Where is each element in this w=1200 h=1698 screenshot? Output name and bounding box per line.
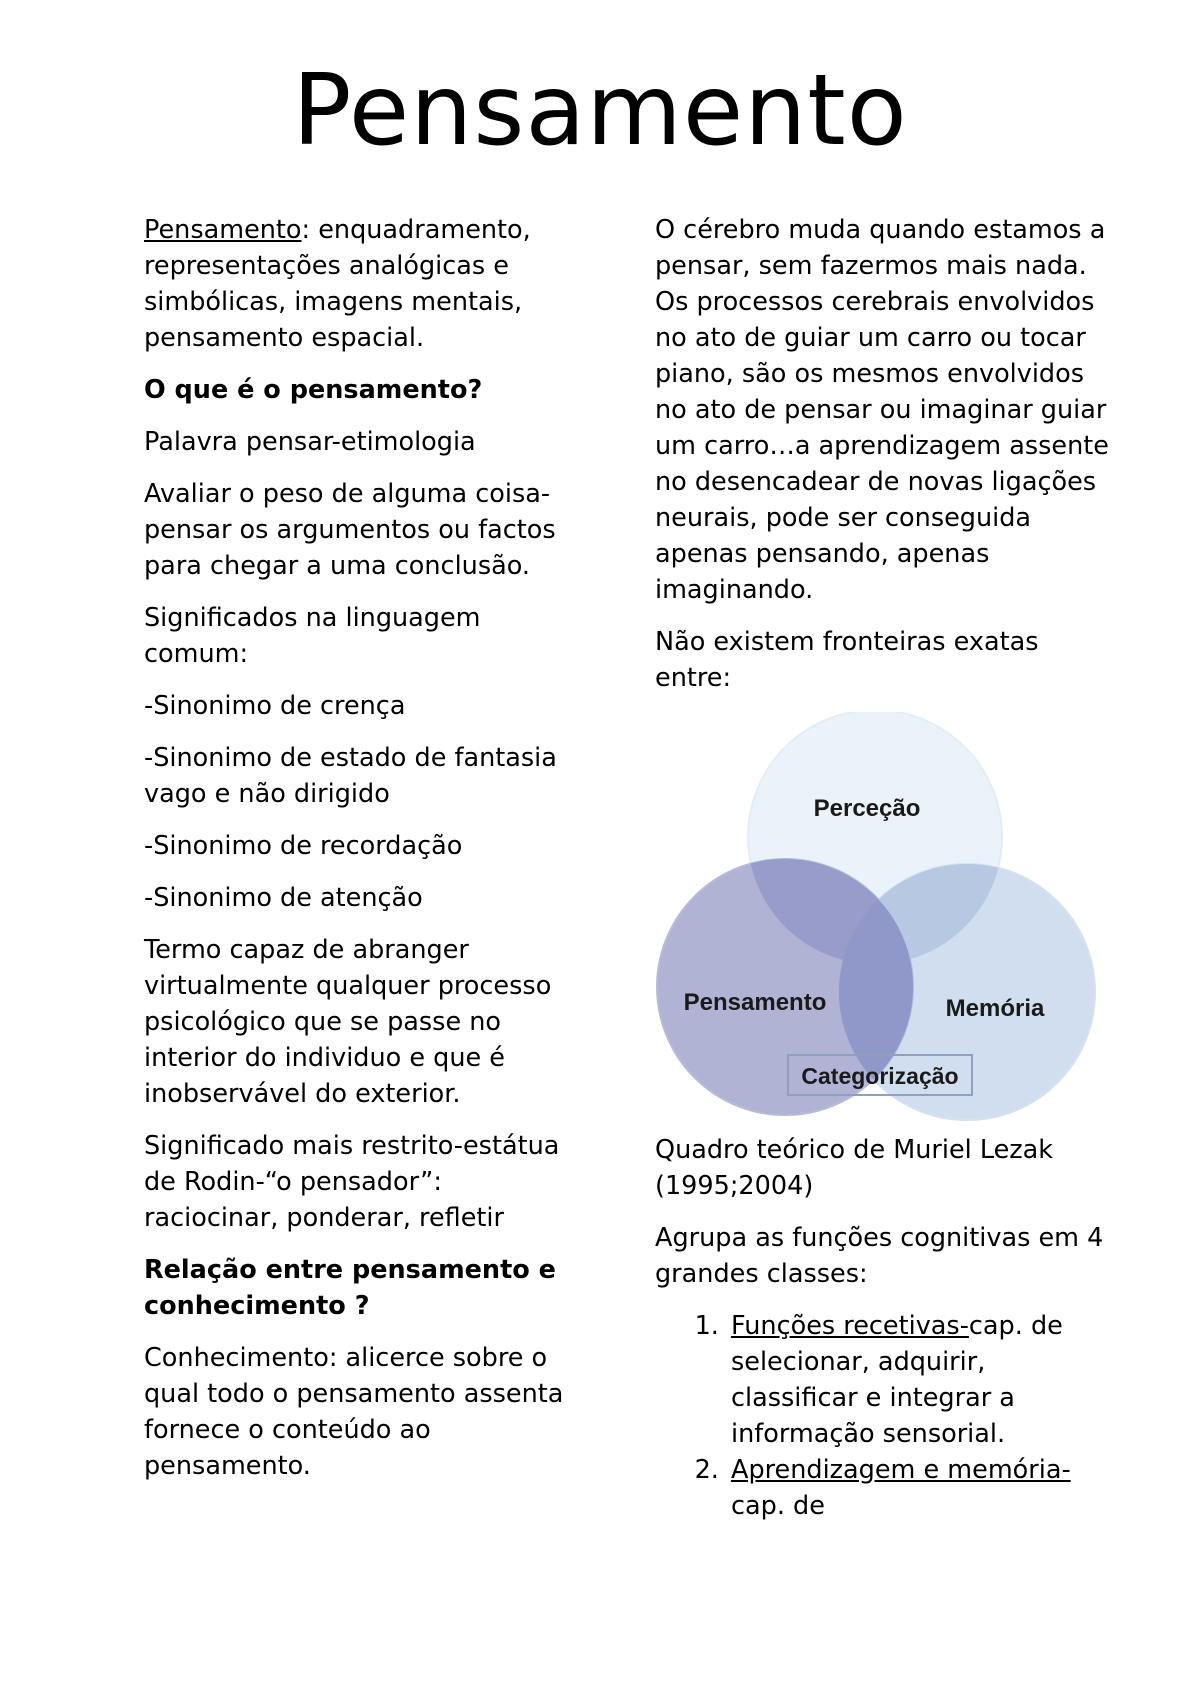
synonym-belief: -Sinonimo de crença xyxy=(144,691,406,721)
paragraph-groups: Agrupa as funções cognitivas em 4 grandes classes: xyxy=(655,1223,1104,1289)
right-column xyxy=(655,212,1110,1524)
heading-what-is-thinking: O que é o pensamento? xyxy=(144,375,483,405)
paragraph-meanings: Significados na linguagem comum: xyxy=(144,603,481,669)
list-item-text: cap. de xyxy=(731,1491,825,1521)
list-item xyxy=(727,1308,1110,1452)
list-item-term: Funções recetivas- xyxy=(731,1311,969,1341)
paragraph-weigh: Avaliar o peso de alguma coisa-pensar os argumentos ou factos para chegar a uma conclusão. xyxy=(144,479,556,581)
venn-diagram xyxy=(655,712,1110,1122)
synonym-recollection: -Sinonimo de recordação xyxy=(144,831,463,861)
synonym-attention: -Sinonimo de atenção xyxy=(144,883,423,913)
venn-label-thinking: Pensamento xyxy=(683,989,827,1016)
venn-label-categorization: Categorização xyxy=(801,1063,959,1089)
paragraph-lezak: Quadro teórico de Muriel Lezak (1995;2004) xyxy=(655,1135,1054,1201)
intro-paragraph xyxy=(144,212,584,356)
heading-relation: Relação entre pensamento e conhecimento ? xyxy=(144,1255,556,1321)
paragraph-etymology: Palavra pensar-etimologia xyxy=(144,427,476,457)
intro-term: Pensamento xyxy=(144,215,302,245)
synonym-fantasy: -Sinonimo de estado de fantasia vago e não dirigido xyxy=(144,743,557,809)
paragraph-boundaries: Não existem fronteiras exatas entre: xyxy=(655,627,1039,693)
venn-label-perception: Perceção xyxy=(813,795,921,822)
list-item xyxy=(727,1452,1110,1524)
cognitive-classes-list xyxy=(655,1308,1110,1524)
paragraph-broad-term: Termo capaz de abranger virtualmente qualquer processo psicológico que se passe no interior do individuo e que é inobservável do exterior. xyxy=(144,935,552,1109)
paragraph-knowledge: Conhecimento: alicerce sobre o qual todo o pensamento assenta fornece o conteúdo ao pensamento. xyxy=(144,1343,564,1481)
paragraph-brain: O cérebro muda quando estamos a pensar, sem fazermos mais nada. Os processos cerebrais envolvidos no ato de guiar um carro ou tocar piano, são os mesmos envolvidos no ato de pensar ou imaginar guiar um carro…a aprendizagem assente no desencadear de novas ligações neurais, pode ser conseguida apenas pensando, apenas imaginando. xyxy=(655,215,1109,605)
paragraph-restricted: Significado mais restrito-estátua de Rodin-“o pensador”: raciocinar, ponderar, refletir xyxy=(144,1131,560,1233)
intro-text: : enquadramento, representações analógicas e simbólicas, imagens mentais, pensamento espacial. xyxy=(144,215,531,353)
list-item-text: cap. de selecionar, adquirir, classificar e integrar a informação sensorial. xyxy=(731,1311,1063,1449)
venn-label-memory: Memória xyxy=(945,995,1045,1022)
list-item-term: Aprendizagem e memória- xyxy=(731,1455,1071,1485)
page-title: Pensamento xyxy=(292,54,908,168)
left-column xyxy=(144,212,584,1500)
